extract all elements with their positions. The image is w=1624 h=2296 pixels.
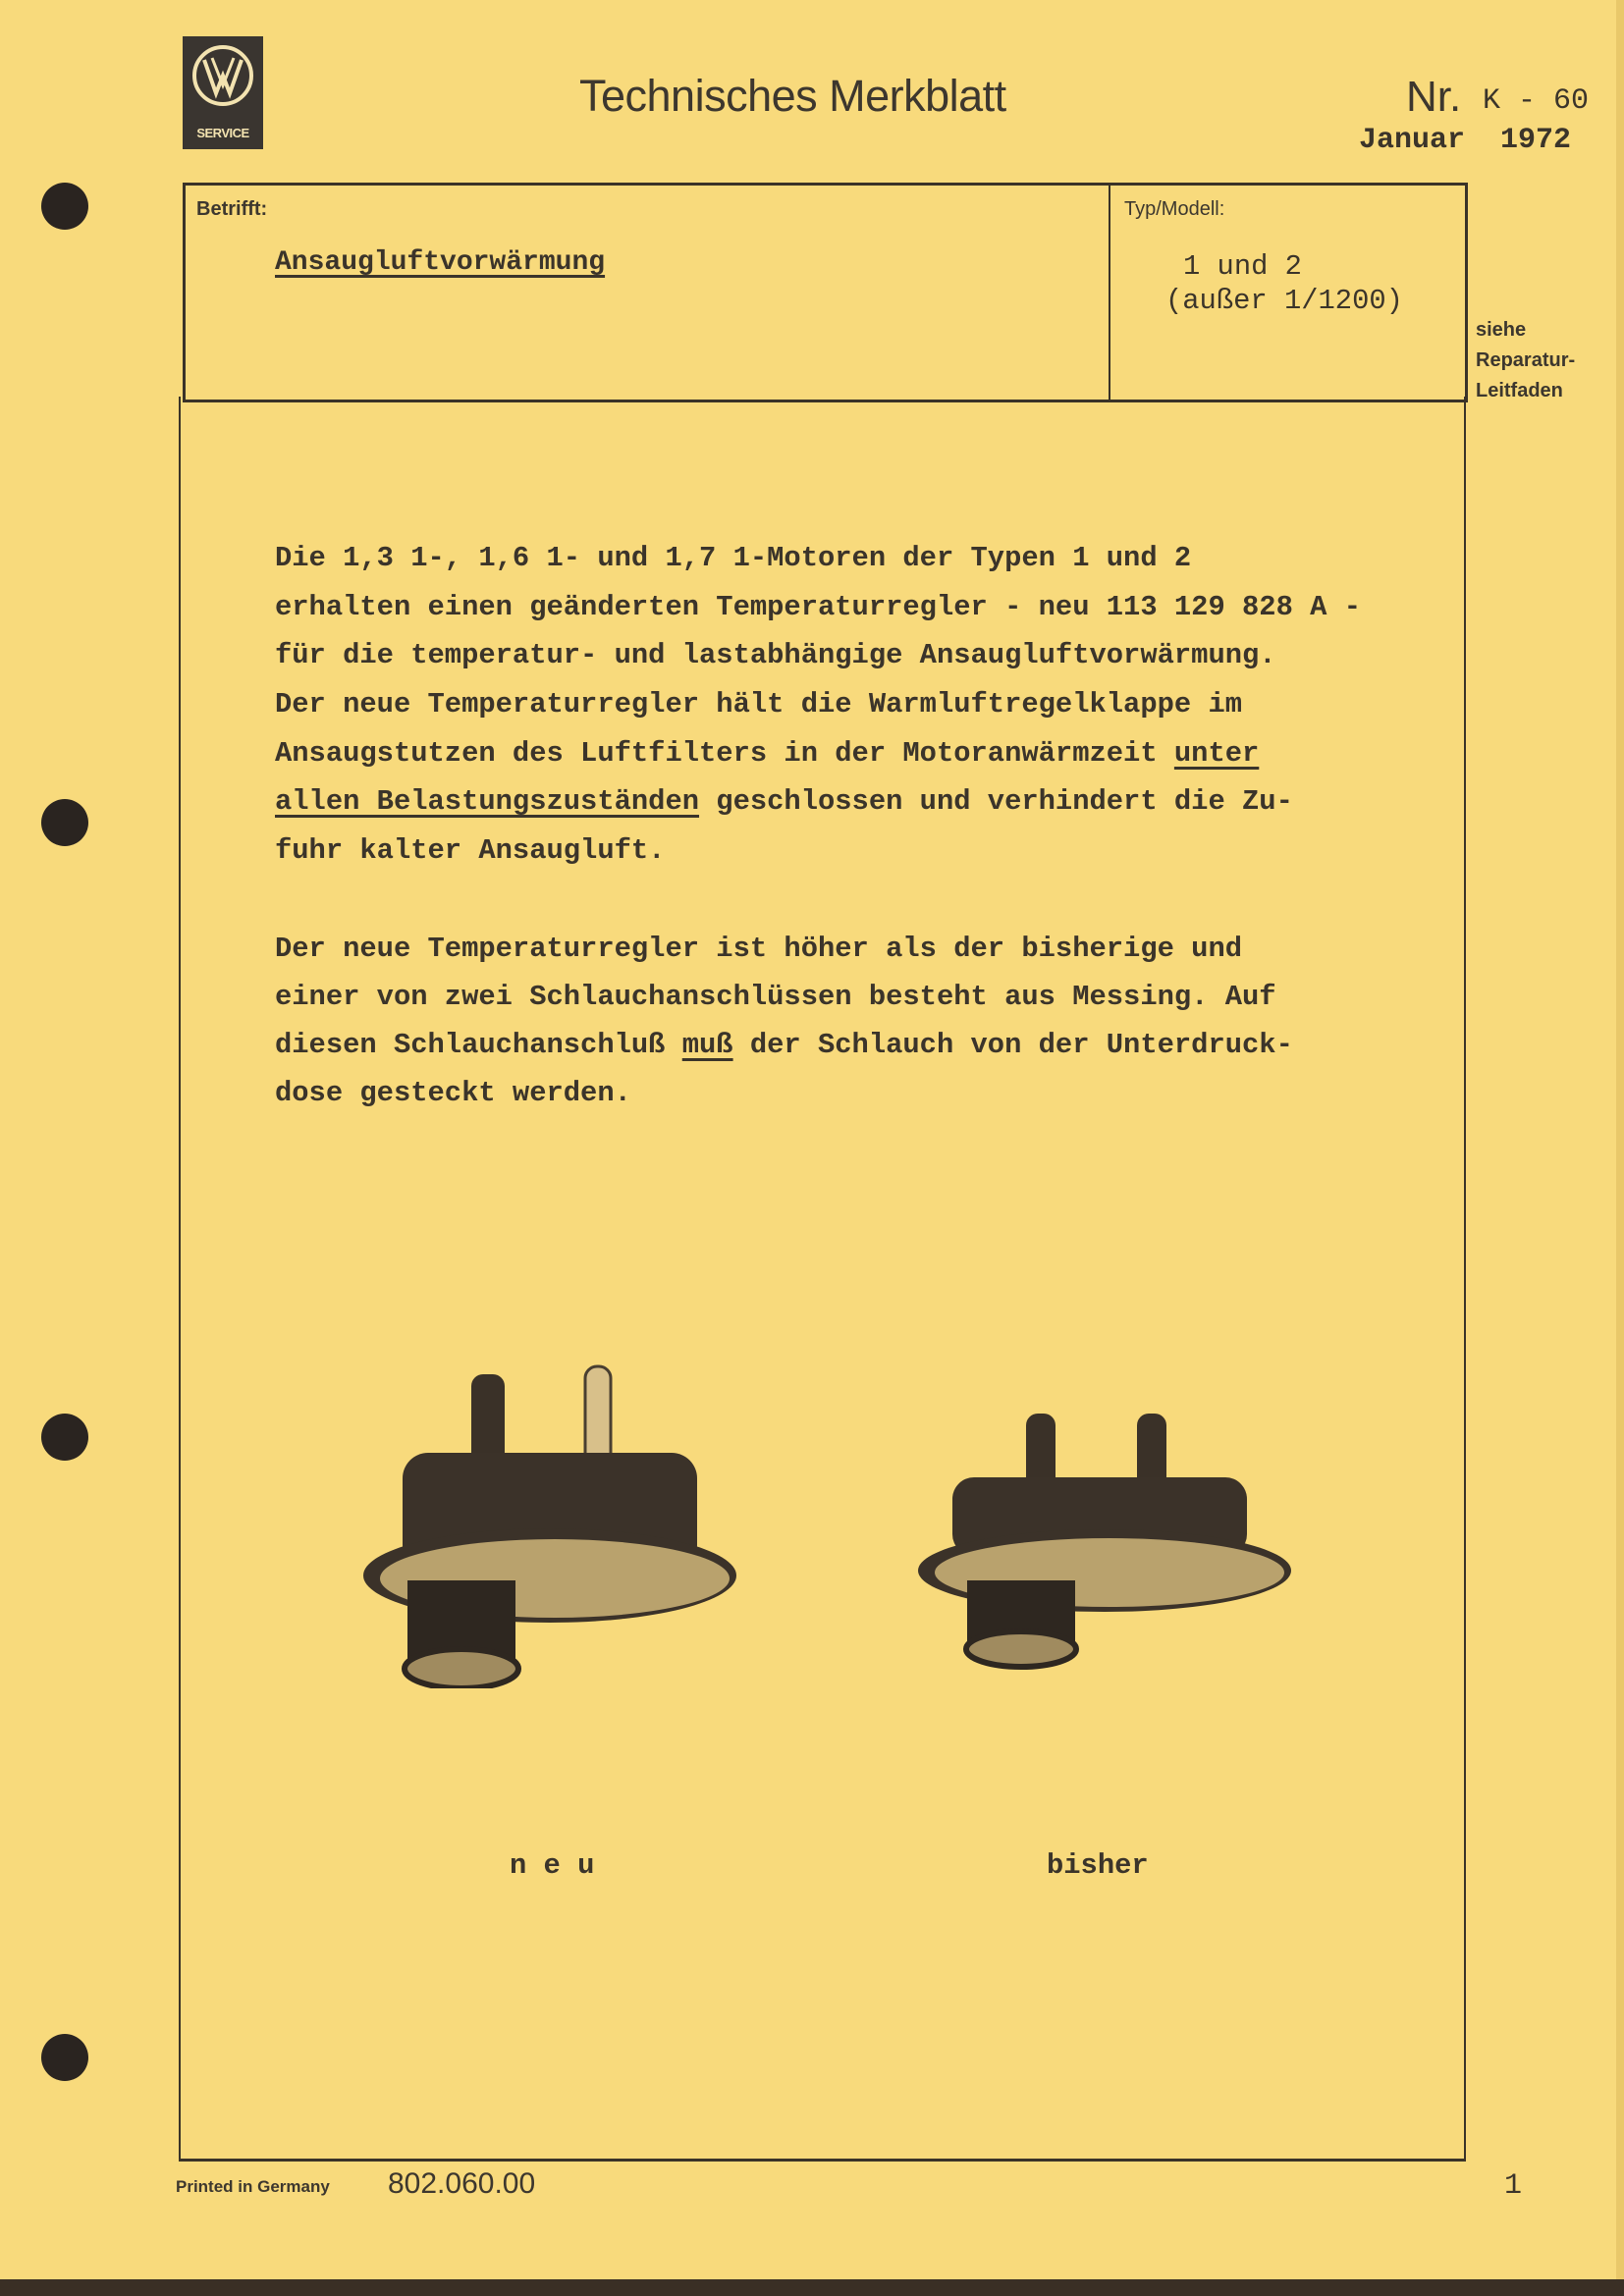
document-number: K - 60 — [1483, 84, 1590, 118]
emphasis: muß — [681, 1029, 733, 1061]
vw-logo-icon — [183, 36, 263, 115]
box-divider — [1109, 183, 1110, 400]
body-line: Der neue Temperaturregler hält die Warmluftregelklappe im — [275, 688, 1243, 721]
paper-edge — [1616, 0, 1624, 2279]
scan-edge — [0, 2279, 1624, 2296]
photo-old-regulator — [913, 1404, 1296, 1688]
punch-hole — [41, 2034, 88, 2081]
punch-hole — [41, 1414, 88, 1461]
printed-in-germany: Printed in Germany — [176, 2177, 330, 2196]
document-date: Januar 1972 — [1359, 124, 1572, 157]
punch-hole — [41, 183, 88, 230]
vw-service-logo — [183, 36, 263, 149]
betrifft-label: Betrifft: — [196, 198, 268, 220]
emphasis: unter — [1173, 737, 1260, 770]
body-line: dose gesteckt werden. — [275, 1077, 631, 1109]
side-note-line: Leitfaden — [1476, 380, 1563, 401]
body-line: diesen Schlauchanschluß muß der Schlauch von der Unterdruck- — [275, 1029, 1293, 1061]
typ-line-1: 1 und 2 — [1183, 250, 1302, 283]
side-note-line: Reparatur- — [1476, 349, 1576, 371]
subject-value — [275, 247, 605, 278]
number-label: Nr. — [1406, 73, 1462, 121]
body-line: fuhr kalter Ansaugluft. — [275, 834, 666, 867]
body-line: Die 1,3 1-, 1,6 1- und 1,7 1-Motoren der Typen 1 und 2 — [275, 542, 1192, 574]
logo-label: SERVICE — [196, 126, 249, 140]
document-title: Technisches Merkblatt — [579, 71, 1006, 121]
body-line: Ansaugstutzen des Luftfilters in der Motoranwärmzeit unter — [275, 737, 1260, 770]
caption-old: bisher — [1047, 1849, 1149, 1882]
body-line: erhalten einen geänderten Temperaturregler - neu 113 129 828 A - — [275, 591, 1361, 623]
form-number: 802.060.00 — [388, 2167, 536, 2200]
body-line: für die temperatur- und lastabhängige Ansaugluftvorwärmung. — [275, 639, 1276, 671]
emphasis: allen Belastungszuständen — [275, 785, 700, 818]
side-note-line: siehe — [1476, 319, 1527, 341]
typ-modell-label: Typ/Modell: — [1124, 198, 1225, 220]
typ-line-2: (außer 1/1200) — [1165, 285, 1403, 317]
punch-hole — [41, 799, 88, 846]
body-line: allen Belastungszuständen geschlossen und verhindert die Zu- — [275, 785, 1293, 818]
caption-new: n e u — [510, 1849, 595, 1882]
body-line: einer von zwei Schlauchanschlüssen besteht aus Messing. Auf — [275, 981, 1276, 1013]
body-line: Der neue Temperaturregler ist höher als der bisherige und — [275, 933, 1243, 965]
subject-text: Ansaugluftvorwärmung — [275, 247, 606, 278]
page-number: 1 — [1504, 2169, 1523, 2203]
photo-new-regulator — [353, 1355, 746, 1688]
